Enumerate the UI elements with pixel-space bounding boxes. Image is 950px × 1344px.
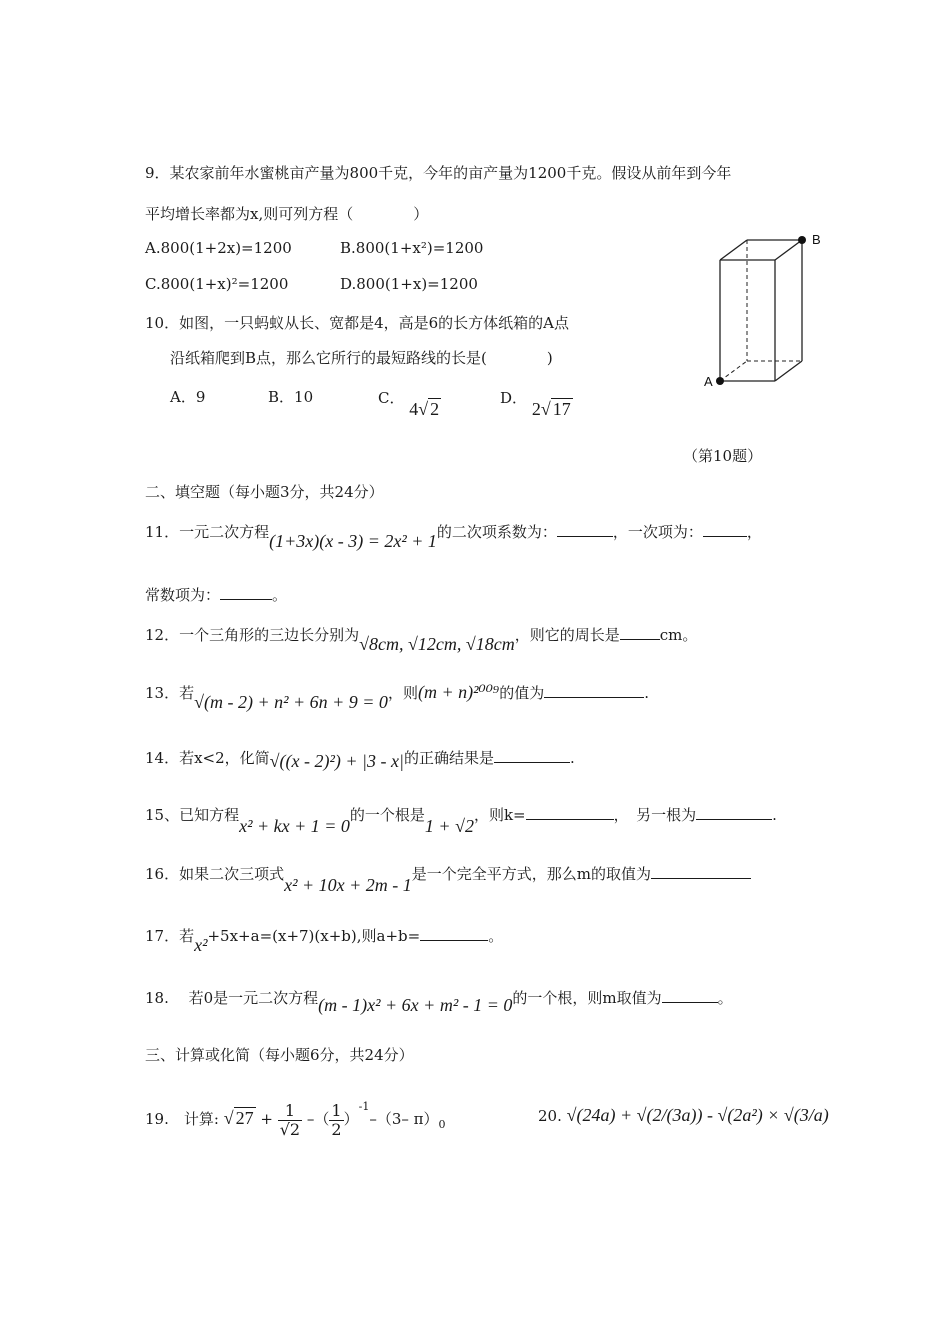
q13-blank[interactable]: [544, 681, 644, 698]
q10-option-a: A．9: [170, 388, 206, 406]
q16-blank[interactable]: [651, 862, 751, 879]
q15-line: [145, 803, 777, 836]
q15-root: 1 + √2: [424, 816, 474, 836]
point-b-dot: [798, 236, 806, 244]
q10-option-b: B．10: [268, 388, 314, 406]
q9-option-a: A.800(1+2x)=1200: [145, 239, 292, 257]
q19-label: 19. 计算:: [145, 1110, 219, 1128]
q15-blank-root[interactable]: [696, 803, 772, 820]
q9-stem-line2: 平均增长率都为x,则可列方程（ ）: [145, 205, 429, 223]
q10-option-d: [500, 386, 573, 419]
q13-expression2: (m + n)²⁰⁰⁹: [417, 682, 500, 702]
q12-prefix: 12．一个三角形的三边长分别为: [145, 626, 360, 644]
q14-end: .: [569, 749, 575, 767]
q16-expression: x² + 10x + 2m - 1: [284, 875, 412, 895]
q10-stem-line2: 沿纸箱爬到B点，那么它所行的最短路线的长是( ): [170, 349, 553, 367]
q10-option-c: [378, 386, 441, 419]
q19-exponent: -1: [358, 1100, 370, 1113]
q14-blank[interactable]: [494, 746, 570, 763]
q11-blank-constant[interactable]: [220, 583, 272, 600]
q15-expression: x² + kx + 1 = 0: [239, 816, 350, 836]
q18-suffix: 的一个根，则m取值为: [512, 989, 662, 1007]
q10-option-d-label: D．: [500, 389, 528, 407]
cuboid-hidden-edge: [720, 361, 747, 381]
q19-minus: –（: [306, 1110, 330, 1128]
q17-expression: x²: [194, 935, 208, 955]
q18-expression: (m - 1)x² + 6x + m² - 1 = 0: [318, 995, 513, 1015]
q16-line: [145, 862, 751, 895]
q15-prefix: 15、已知方程: [145, 806, 240, 824]
point-b-label: B: [812, 232, 821, 247]
q19-sqrt27: √ 27: [223, 1108, 254, 1128]
q11-end: ，: [746, 523, 762, 541]
q15-middle2: ，则k=: [473, 806, 526, 824]
q17-line: [145, 924, 504, 955]
q10-option-c-value: 4√ 2: [409, 399, 440, 419]
q17-end: 。: [488, 927, 504, 945]
q11-middle: 的二次项系数为：: [436, 523, 557, 541]
q15-blank-k[interactable]: [526, 803, 614, 820]
q20-label: 20.: [538, 1107, 562, 1125]
q18-blank[interactable]: [662, 986, 718, 1003]
q13-suffix: 的值为: [499, 684, 545, 702]
q9-option-c: C.800(1+x)²=1200: [145, 275, 289, 293]
q17-blank[interactable]: [420, 924, 488, 941]
q9-option-b: B.800(1+x²)=1200: [340, 239, 484, 257]
point-a-dot: [716, 377, 724, 385]
cuboid-edge: [775, 361, 802, 381]
q15-middle3: ， 另一根为: [613, 806, 697, 824]
q19-fraction-1-denominator: √2: [279, 1119, 301, 1139]
q12-blank[interactable]: [620, 623, 660, 640]
q19-fraction-2-denominator: 2: [331, 1119, 342, 1139]
q19-plus: +: [260, 1110, 273, 1128]
q18-prefix: 18. 若0是一元二次方程: [145, 989, 319, 1007]
point-a-label: A: [704, 374, 713, 389]
q17-suffix: +5x+a=(x+7)(x+b),则a+b=: [207, 927, 421, 945]
q19-close: ）: [343, 1110, 359, 1128]
q10-option-d-coef: 2: [531, 399, 541, 419]
q12-suffix: ，则它的周长是: [514, 626, 620, 644]
q11-line1: [145, 520, 762, 551]
q12-expression: √8cm, √12cm, √18cm: [359, 634, 515, 654]
q19-fraction-1: [278, 1102, 302, 1139]
q11-line2-end: 。: [272, 586, 288, 604]
q11-blank-quadratic[interactable]: [557, 520, 613, 537]
q9-stem-line1: 9．某农家前年水蜜桃亩产量为800千克，今年的亩产量为1200千克。假设从前年到今年: [145, 164, 732, 182]
q11-middle2: ，一次项为：: [612, 523, 703, 541]
cuboid-edge: [775, 240, 802, 260]
q19-exponent-zero: 0: [438, 1118, 446, 1131]
q17-prefix: 17．若: [145, 927, 195, 945]
q10-option-d-value: 2√ 17: [531, 399, 571, 419]
q20-expression: √(24a) + √(2/(3a)) - √(2a²) × √(3/a): [566, 1105, 829, 1125]
section-2-title: 二、填空题（每小题3分，共24分）: [145, 483, 384, 501]
q18-line: [145, 986, 733, 1015]
q14-line: [145, 746, 575, 769]
q19-fraction-2-numerator: 1: [331, 1100, 342, 1120]
q12-line: [145, 623, 698, 654]
q20-line: [538, 1095, 829, 1136]
q19-fraction-2: [329, 1102, 343, 1139]
q10-option-c-radicand: 2: [430, 399, 440, 419]
q19-fraction-1-numerator: 1: [278, 1102, 302, 1121]
section-3-title: 三、计算或化简（每小题6分，共24分）: [145, 1046, 414, 1064]
q13-end: .: [644, 684, 649, 702]
q19-tail: –（3– π）: [369, 1110, 439, 1128]
q12-unit: cm。: [659, 626, 698, 644]
q16-prefix: 16．如果二次三项式: [145, 865, 285, 883]
q15-middle: 的一个根是: [349, 806, 425, 824]
q11-prefix: 11．一元二次方程: [145, 523, 270, 541]
q11-blank-linear[interactable]: [703, 520, 747, 537]
q14-prefix: 14．若x<2，化简: [145, 749, 270, 767]
q19-line: [145, 1095, 446, 1145]
q13-line: [145, 681, 649, 712]
q13-prefix: 13．若: [145, 684, 195, 702]
q10-option-c-coef: 4: [409, 399, 419, 419]
q13-middle: ，则: [387, 684, 418, 702]
q10-option-d-radicand: 17: [552, 399, 571, 419]
q9-option-d: D.800(1+x)=1200: [340, 275, 478, 293]
q11-equation: (1+3x)(x - 3) = 2x² + 1: [269, 531, 437, 551]
q11-line2-text: 常数项为：: [145, 586, 221, 604]
cuboid-edge: [720, 240, 747, 260]
figure-caption: （第10题）: [683, 447, 763, 465]
q15-end: .: [772, 806, 777, 824]
q11-line2: [145, 583, 287, 606]
q16-suffix: 是一个完全平方式，那么m的取值为: [411, 865, 651, 883]
cuboid-figure: [690, 228, 840, 398]
q14-suffix: 的正确结果是: [403, 749, 494, 767]
q10-option-c-label: C．: [378, 389, 405, 407]
q19-sqrt27-radicand: 27: [235, 1108, 254, 1128]
q10-stem-line1: 10．如图，一只蚂蚁从长、宽都是4，高是6的长方体纸箱的A点: [145, 314, 570, 332]
q18-end: 。: [717, 989, 733, 1007]
q13-expression: √(m - 2) + n² + 6n + 9 = 0: [194, 692, 388, 712]
q14-expression: √((x - 2)²) + |3 - x|: [269, 751, 404, 771]
